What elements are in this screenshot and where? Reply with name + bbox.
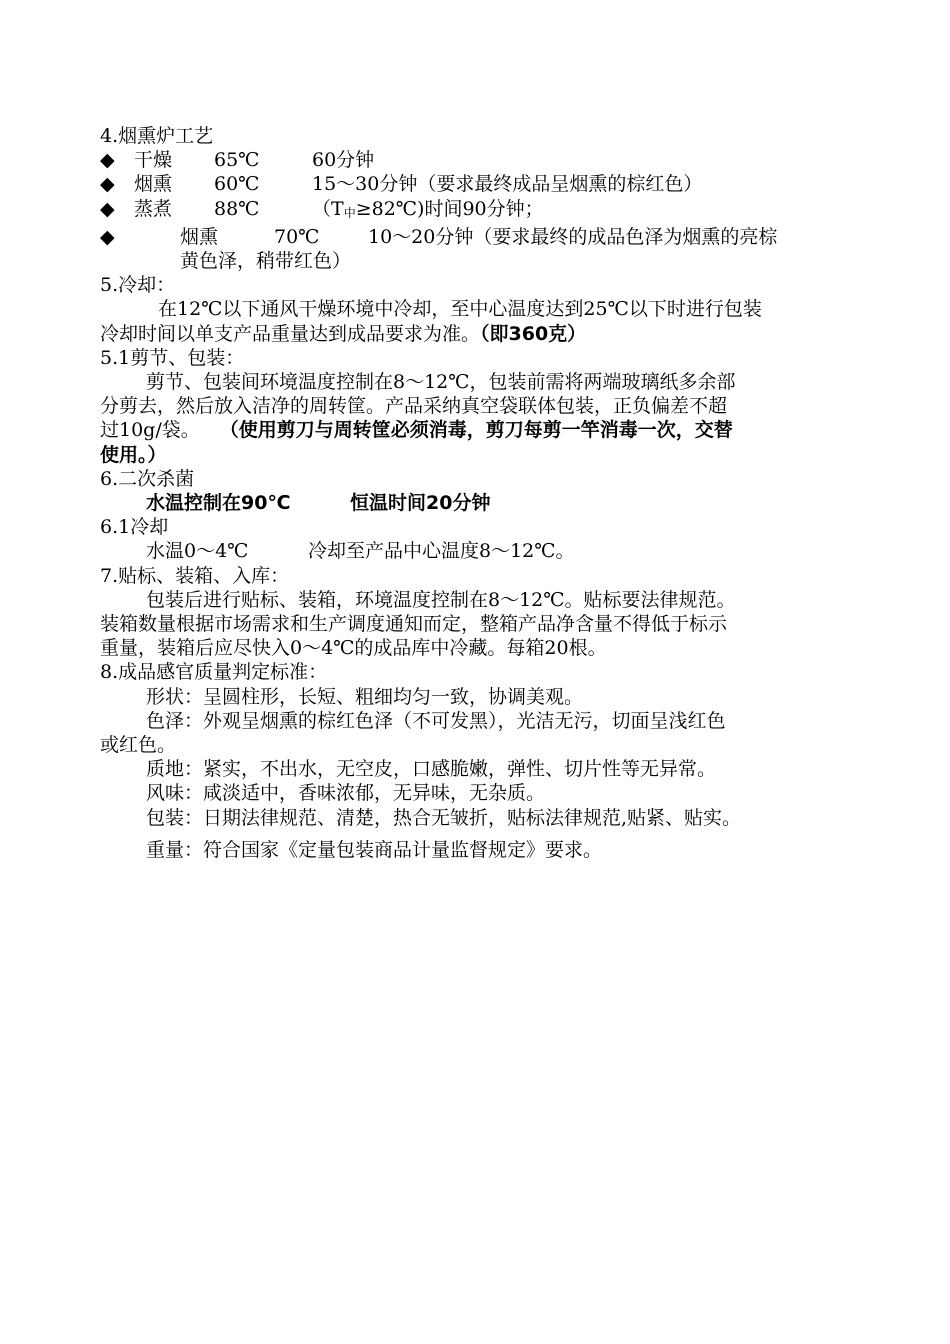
section-heading-quality: 8.成品感官质量判定标准： [100,661,328,684]
step-detail: 10～20分钟（要求最终的成品色泽为烟熏的亮棕 [368,225,778,248]
step-temp: 70℃ [274,225,320,248]
diamond-bullet-icon: ◆ [100,197,115,220]
quality-texture: 质地：紧实，不出水，无空皮，口感脆嫩，弹性、切片性等无异常。 [146,758,717,781]
paragraph-line: 包装后进行贴标、装箱，环境温度控制在8～12℃。贴标要法律规范。 [146,588,736,611]
step-temp: 60℃ [214,173,260,196]
cooling2-params: 水温0～4℃ 冷却至产品中心温度8～12℃。 [146,540,575,563]
diamond-bullet-icon: ◆ [100,173,115,196]
step-cooking [100,197,850,225]
quality-weight: 重量：符合国家《定量包装商品计量监督规定》要求。 [146,838,603,861]
section-heading-sterilize: 6.二次杀菌 [100,467,195,490]
sterilize-params: 水温控制在90℃ 恒温时间20分钟 [146,492,491,515]
step-detail: 15～30分钟（要求最终成品呈烟熏的棕红色） [312,173,703,196]
section-heading-smoke: 4.烟熏炉工艺 [100,125,214,147]
diamond-bullet-icon: ◆ [100,149,115,172]
paragraph-line: 使用。） [100,443,167,466]
step-name: 蒸煮 [134,197,173,220]
paragraph-line: 冷却时间以单支产品重量达到成品要求为准。（即360克） [100,322,587,345]
quality-flavor: 风味：咸淡适中，香味浓郁，无异味，无杂质。 [146,782,546,805]
step-name: 干燥 [134,149,173,172]
document-body [100,124,850,862]
step-detail: 60分钟 [312,149,375,172]
paragraph-line: 分剪去，然后放入洁净的周转筐。产品采纳真空袋联体包装，正负偏差不超 [100,395,728,418]
paragraph-line: 剪节、包装间环境温度控制在8～12℃，包装前需将两端玻璃纸多余部 [146,371,736,394]
step-detail: $(T_中\ge 82℃)$时间90分钟； [312,197,544,220]
step-drying [100,148,850,172]
step-detail-continued: 黄色泽，稍带红色） [180,250,352,273]
step-temp: 65℃ [214,149,260,172]
paragraph-line: 在12℃以下通风干燥环境中冷却，至中心温度达到25℃以下时进行包装 [158,298,762,321]
paragraph-line: 装箱数量根据市场需求和生产调度通知而定，整箱产品净含量不得低于标示 [100,613,728,636]
section-heading-cooling: 5.冷却： [100,274,176,297]
step-smoking-final [100,225,850,249]
quality-shape: 形状：呈圆柱形，长短、粗细均匀一致，协调美观。 [146,685,584,708]
section-heading-labeling: 7.贴标、装箱、入库： [100,564,290,587]
step-name: 烟熏 [134,173,173,196]
step-name: 烟熏 [180,225,219,248]
diamond-bullet-icon: ◆ [100,225,115,248]
step-smoking [100,172,850,196]
section-heading-cutting: 5.1剪节、包装： [100,346,245,369]
quality-color: 色泽：外观呈烟熏的棕红色泽（不可发黑），光洁无污，切面呈浅红色 [146,709,726,732]
paragraph-line: 重量，装箱后应尽快入0～4℃的成品库中冷藏。每箱20根。 [100,637,607,660]
quality-packaging: 包装：日期法律规范、清楚，热合无皱折，贴标法律规范,贴紧、贴实。 [146,806,742,829]
paragraph-line: 过10g/袋。 （使用剪刀与周转筐必须消毒，剪刀每剪一竿消毒一次，交替 [100,419,733,442]
section-heading-cooling2: 6.1冷却 [100,516,169,539]
step-temp: 88℃ [214,197,260,220]
quality-color-continued: 或红色。 [100,734,177,757]
